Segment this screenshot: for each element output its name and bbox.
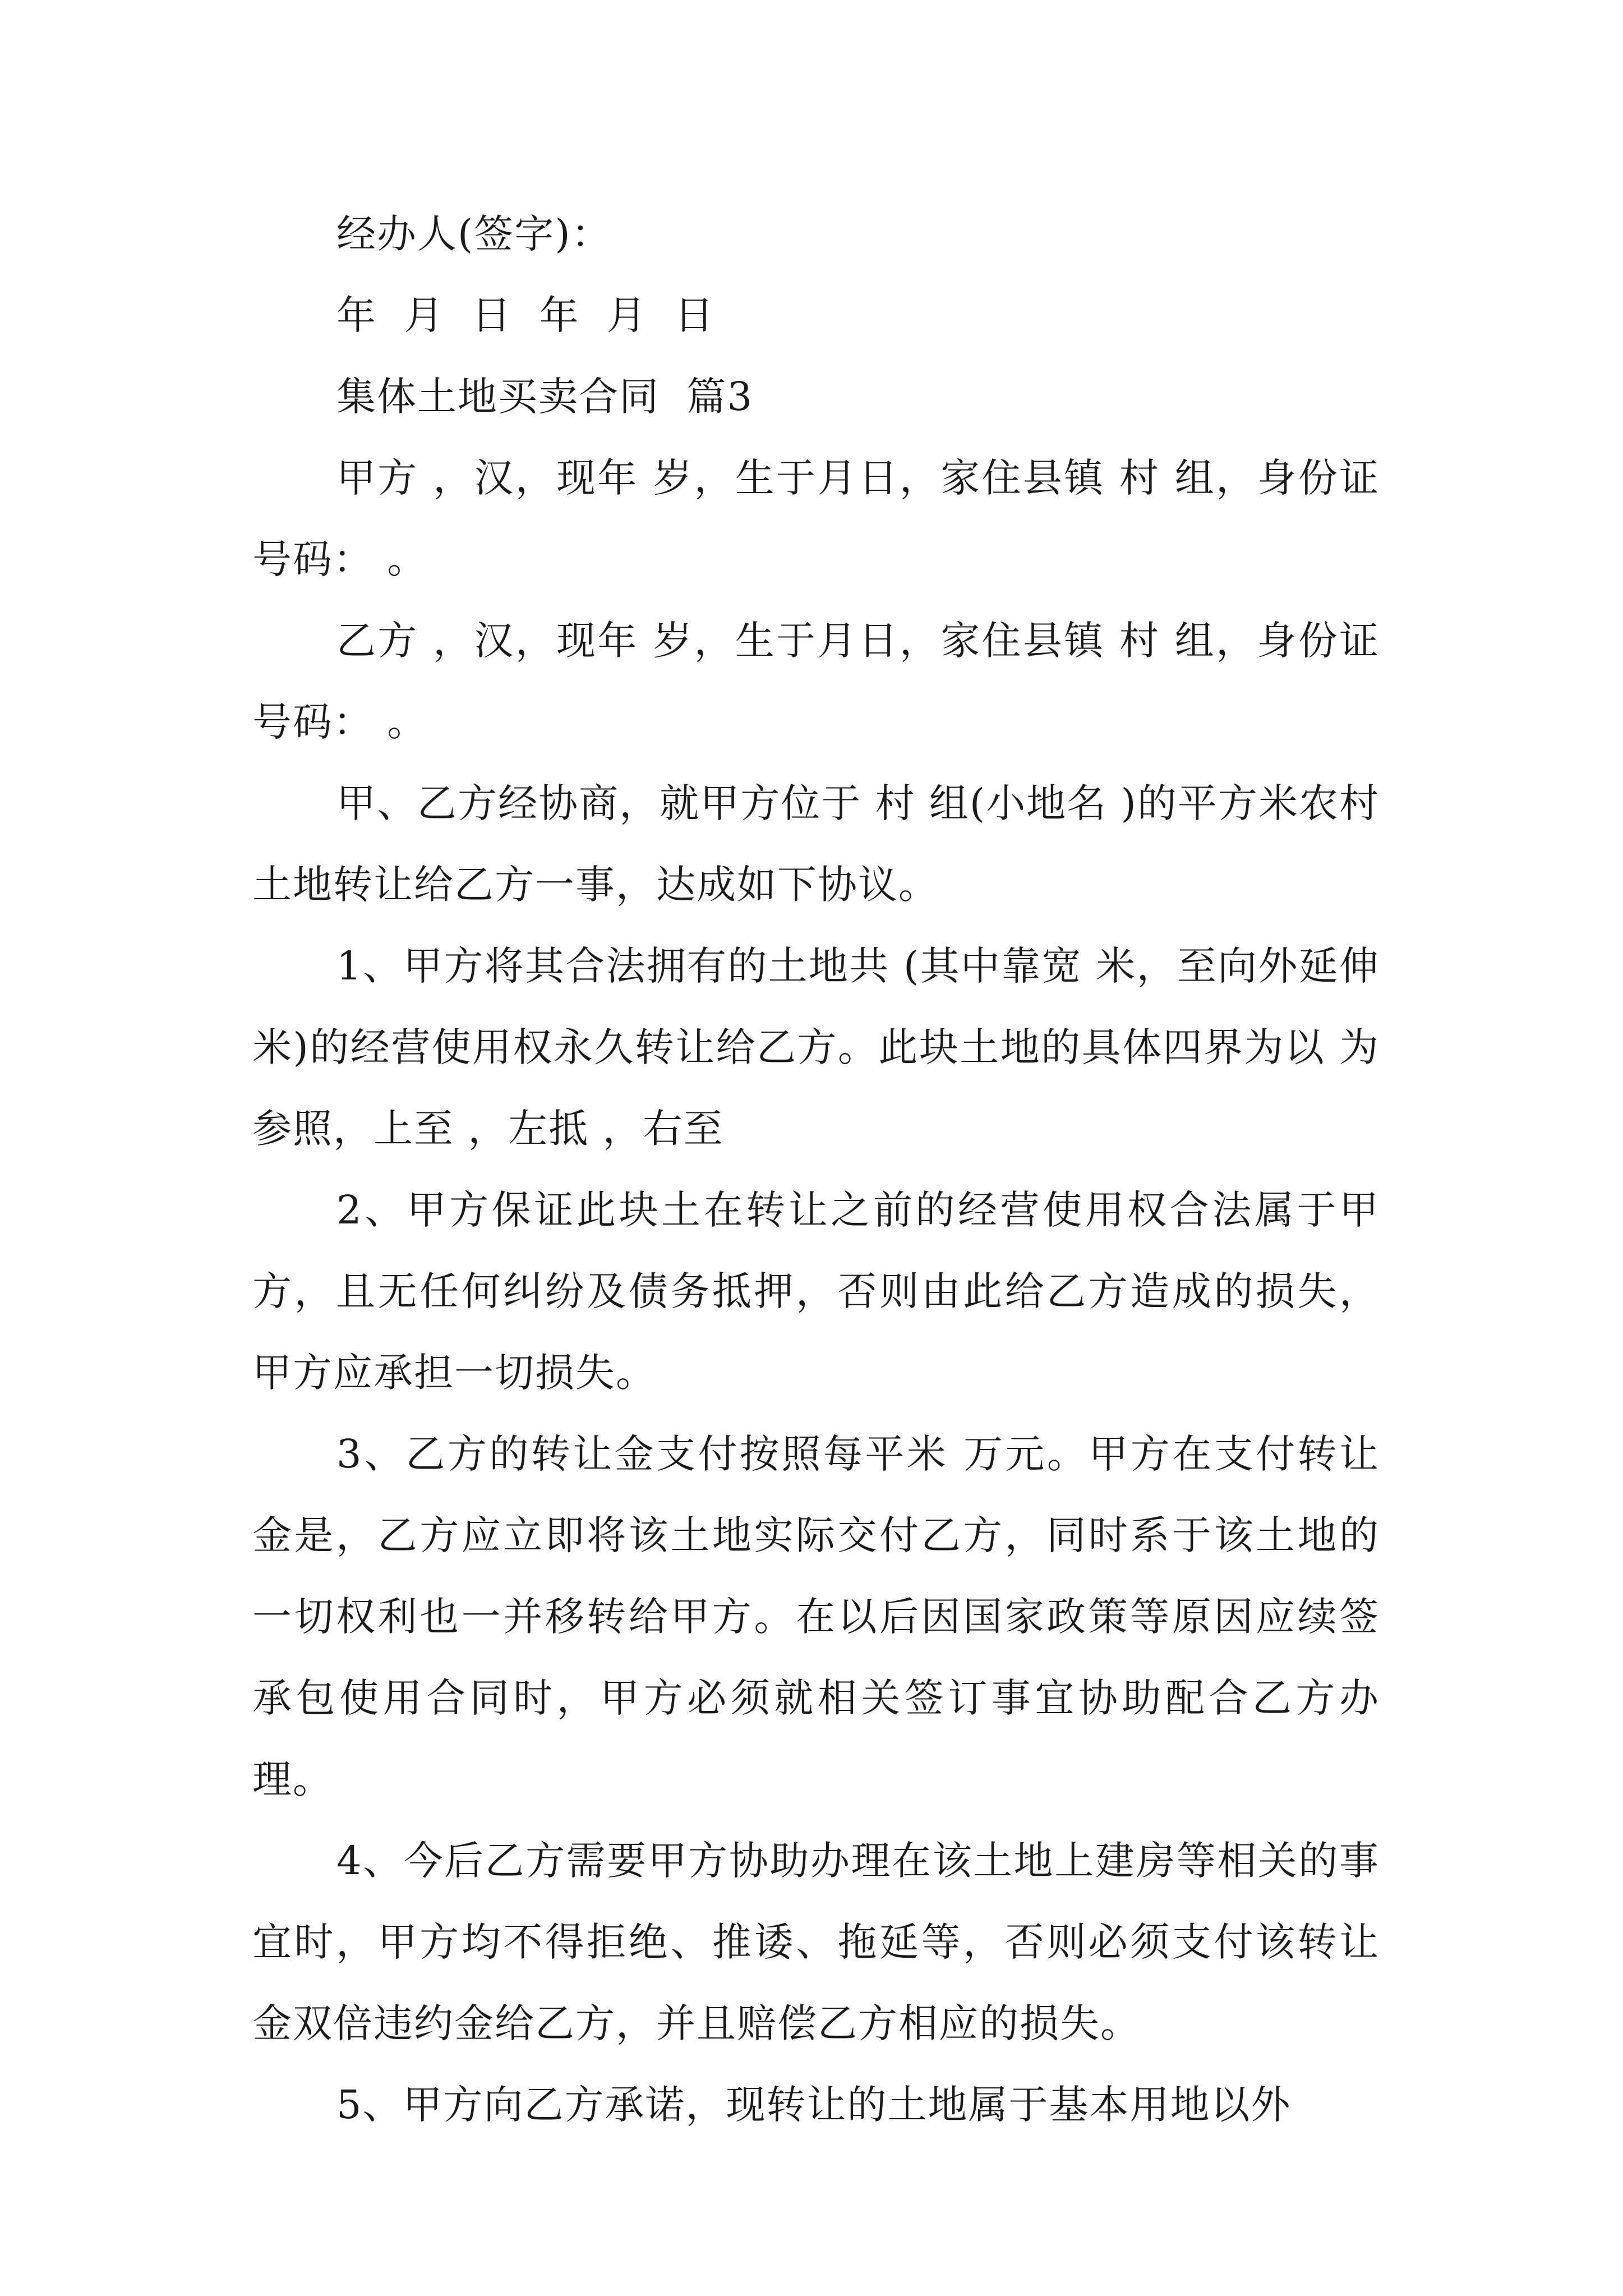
clause-2-paragraph: 2、甲方保证此块土在转让之前的经营使用权合法属于甲方，且无任何纠纷及债务抵押，否则由此给乙方造成的损失，甲方应承担一切损失。 [252,1187,1380,1396]
clause-3-paragraph: 3、乙方的转让金支付按照每平米 万元。甲方在支付转让金是，乙方应立即将该土地实际交付乙方，同时系于该土地的一切权利也一并移转给甲方。在以后因国家政策等原因应续签承包使用合同时，甲方必须就相关签订事宜协助配合乙方办理。 [252,1431,1380,1802]
document-body [252,194,1380,2146]
clause-5-paragraph: 5、甲方向乙方承诺，现转让的土地属于基本用地以外 [336,2082,1292,2128]
date-line: 年 月 日 年 月 日 [336,292,715,338]
clause-1-paragraph: 1、甲方将其合法拥有的土地共 (其中靠宽 米，至向外延伸米)的经营使用权永久转让给乙方。此块土地的具体四界为以 为参照，上至 ，左抵 ，右至 [252,943,1380,1152]
section-heading: 集体土地买卖合同 篇3 [336,374,754,420]
signature-line: 经办人(签字)： [336,211,612,257]
agreement-intro-paragraph: 甲、乙方经协商，就甲方位于 村 组(小地名 )的平方米农村土地转让给乙方一事，达成如下协议。 [252,780,1380,908]
party-a-paragraph: 甲方 ，汉，现年 岁，生于月日，家住县镇 村 组，身份证号码： 。 [252,455,1380,582]
party-b-paragraph: 乙方 ，汉，现年 岁，生于月日，家住县镇 村 组，身份证号码： 。 [252,618,1380,745]
clause-4-paragraph: 4、今后乙方需要甲方协助办理在该土地上建房等相关的事宜时，甲方均不得拒绝、推诿、拖延等，否则必须支付该转让金双倍违约金给乙方，并且赔偿乙方相应的损失。 [252,1838,1380,2046]
